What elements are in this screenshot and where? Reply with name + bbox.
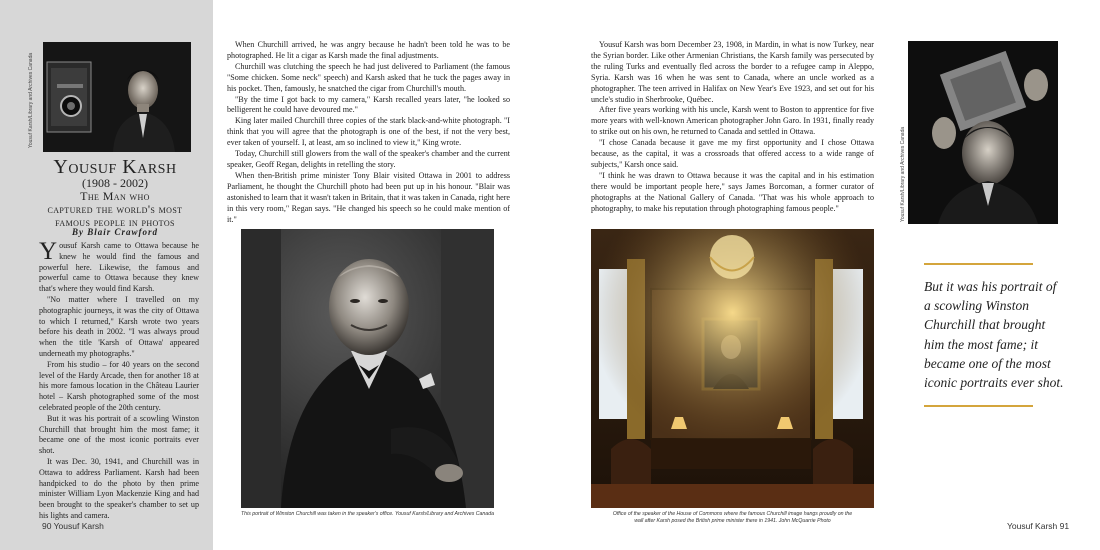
article-title: Yousuf Karsh [53, 156, 177, 178]
article-subtitle-line-3: famous people in photos [55, 215, 175, 229]
karsh-film-image [908, 41, 1058, 224]
karsh-portrait-photo [43, 42, 191, 152]
author-byline: By Blair Crawford [71, 227, 158, 237]
intro-text [39, 238, 199, 522]
article-subtitle-line-2: captured the world's most [47, 202, 183, 216]
portrait-photo-credit: Yousuf Karsh/Library and Archives Canada [28, 52, 34, 148]
body-paragraph: "I chose Canada because it gave me my first opportunity and I chose Ottawa because, as the capital, it was a crossroads that offered access to a wide range of subjects," Karsh once said. [591, 138, 874, 169]
speaker-office-photo [591, 229, 874, 508]
pull-quote-rule-top [924, 263, 1033, 265]
intro-paragraph: But it was his portrait of a scowling Winston Churchill that brought him the most fame; it became one of the most iconic portraits ever shot. [39, 413, 199, 456]
body-paragraph: When Churchill arrived, he was angry because he hadn't been told he was to be photographed. He lit a cigar as Karsh made the final adjustments. [227, 40, 510, 60]
body-paragraph: Today, Churchill still glowers from the wall of the speaker's chamber and the current speaker, Geoff Regan, delights in retelling the story. [227, 149, 510, 169]
body-paragraph: "By the time I got back to my camera," Karsh recalled years later, "he looked so belligerent he could have devoured me." [227, 94, 510, 115]
intro-paragraph: It was Dec. 30, 1941, and Churchill was in Ottawa to address Parliament. Karsh had been handpicked to do the photo by then prime minister William Lyon Mackenzie King and had been brought to the speaker's chamber to set up his lights and camera. [39, 456, 199, 520]
page-folio-left: 90 Yousuf Karsh [42, 521, 104, 531]
article-subtitle-line-1: The Man who [80, 189, 150, 203]
karsh-film-photo-credit: Yousuf Karsh/Library and Archives Canada [900, 126, 906, 222]
body-column-left [227, 40, 510, 225]
karsh-film-photo [908, 41, 1058, 224]
body-column-right [591, 40, 874, 215]
intro-paragraph: "No matter where I travelled on my photographic journeys, it was the city of Ottawa to which I returned," Karsh wrote two years before his death in 2002. "I was always proud when the title 'Karsh of Ottawa' appeared underneath my photographs." [39, 294, 199, 358]
intro-paragraph [39, 238, 199, 295]
article-title-block [30, 157, 200, 229]
pull-quote-rule-bottom [924, 405, 1033, 407]
body-paragraph: King later mailed Churchill three copies of the stark black-and-white photograph. "I think that you will agree that the photograph is one of the best, if not the very best, ever taken of yourself. I, at least, am so inclined to view it," King wrote. [227, 116, 510, 148]
office-photo-caption [591, 511, 874, 525]
article-years: (1908 - 2002) [82, 176, 148, 190]
drop-cap: Y [39, 238, 58, 265]
page-folio-right: Yousuf Karsh 91 [1007, 521, 1070, 531]
churchill-photo-caption: This portrait of Winston Churchill was taken in the speaker's office. Yousuf Karsh/Library and Archives Canada [241, 511, 494, 517]
office-caption-line-1: Office of the speaker of the House of Commons where the famous Churchill image hangs proudly on the [612, 511, 853, 517]
churchill-portrait-photo [241, 229, 494, 508]
body-paragraph: Yousuf Karsh was born December 23, 1908, in Mardin, in what is now Turkey, near the Syrian border. Like other Armenian Christians, the Karsh family was persecuted by the ruling Turks and eventually fled across the border to a refugee camp in Aleppo, Syria. Karsh was 16 when he was sent to Canada, where an uncle worked as a photographer. The teen arrived in Halifax on New Year's Eve 1923, and set out for his uncle's studio in Sherbrooke, Québec. [591, 40, 874, 104]
speaker-office-image [591, 229, 874, 508]
churchill-portrait-image [241, 229, 494, 508]
karsh-portrait-image [43, 42, 191, 152]
body-paragraph: "I think he was drawn to Ottawa because it was the capital and in his estimation there would be important people here," says James Borcoman, a former curator of photographs at the National Gallery of Canada. "That was his whole approach to photography, to make his reputation through photographing famous people." [591, 170, 874, 213]
pull-quote: But it was his portrait of a scowling Winston Churchill that brought him the most fame; it became one of the most iconic portraits ever shot. [924, 279, 1064, 391]
office-caption-line-2: wall after Karsh posed the British prime minister there in 1941. John McQuarrie Photo [634, 518, 831, 524]
body-paragraph: When then-British prime minister Tony Blair visited Ottawa in 2001 to address Parliament, he thought the Churchill photo had been put up in his honour. "Blair was astonished to learn that it wasn't taken in Britain, that it was taken in Canada, right here in this very room," Regan says. "He changed his speech so he could make mention of it." [227, 170, 510, 224]
body-paragraph: After five years working with his uncle, Karsh went to Boston to apprentice for five more years with well-known American photographer John Garo. In 1931, finally ready to strike out on his own, he returned to Canada and settled in Ottawa. [591, 105, 874, 137]
body-paragraph: Churchill was clutching the speech he had just delivered to Parliament (the famous "Some chicken. Some neck" speech) and Karsh asked that he tuck the pages away in his pocket. Then, famously, he snatched the cigar from Churchill's mouth. [227, 61, 510, 93]
intro-paragraph-text: ousuf Karsh came to Ottawa because he knew he would find the famous and powerful here. Likewise, the famous and powerful came to Ottawa because they knew that's where they would find Karsh. [39, 241, 199, 294]
intro-paragraph: From his studio – for 40 years on the second level of the Hardy Arcade, then for another 18 at his more famous location in the Château Laurier hotel – Karsh photographed some of the most celebrated people of the 20th century. [39, 359, 199, 412]
